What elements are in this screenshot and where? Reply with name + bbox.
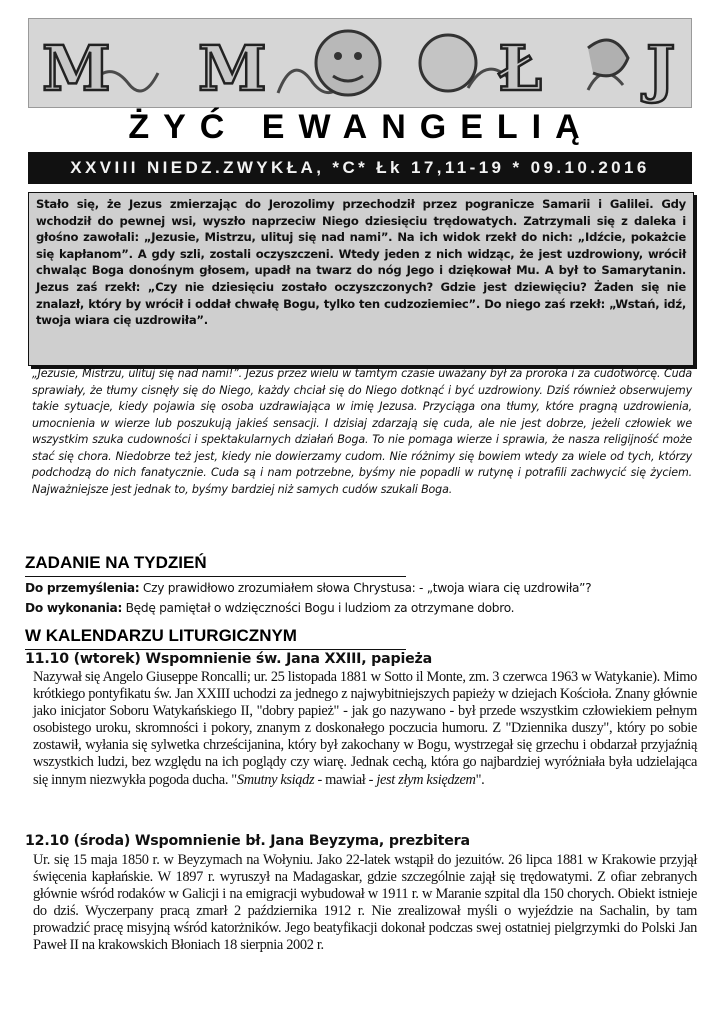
- saint-title: 11.10 (wtorek) Wspomnienie św. Jana XXIII, papieża: [25, 651, 432, 667]
- task-do-text: Będę pamiętał o wdzięczności Bogu i ludziom za otrzymane dobro.: [122, 601, 515, 615]
- saint-description: [33, 669, 697, 789]
- quote-fragment: jest złym księdzem: [376, 771, 476, 788]
- quote-connector: - mawiał -: [314, 771, 377, 788]
- saint-body-text: Nazywał się Angelo Giuseppe Roncalli; ur. 25 listopada 1881 w Sotto il Monte, zm. 3 czerwca 1963 w Watykanie). Mimo krótkiego pontyfikatu św. Jan XXIII uchodzi za jednego z najwybitniejszych papieży w dziejach Kościoła. Znany głównie jako inicjator Soboru Watykańskiego II, "dobry papież" - jak go nazywano - był przede wszystkim człowiekiem pełnym osobistego uroku, skromności i pokory, znanym z doskonałego poczucia humoru. Z "Dziennika duszy", który po sobie zostawił, wyłania się sylwetka chrześcijanina, który był zakochany w Bogu, wystrzegał się grzechu i obdarzał przyjaźnią wszystkich ludzi, bez względu na ich poglądy czy wiarę. Jednak cechą, która go najbardziej wyróżniała była udzielająca się innym niezwykła pogoda ducha. ": [33, 669, 697, 788]
- calendar-heading: W KALENDARZU LITURGICZNYM: [25, 626, 297, 645]
- page-title: ŻYĆ EWANGELIĄ: [128, 108, 594, 146]
- banner-art: [28, 18, 692, 108]
- task-do-label: Do wykonania:: [25, 601, 123, 615]
- quote-fragment: Smutny ksiądz: [236, 771, 315, 788]
- quote-end: ".: [475, 771, 485, 788]
- saint-title: 12.10 (środa) Wspomnienie bł. Jana Beyzyma, prezbitera: [25, 833, 470, 849]
- task-reflect-text: Czy prawidłowo zrozumiałem słowa Chrystusa: - „twoja wiara cię uzdrowiła”?: [139, 581, 592, 595]
- task-heading: ZADANIE NA TYDZIEŃ: [25, 553, 207, 572]
- task-reflect: [25, 580, 697, 597]
- banner-letter: M: [42, 32, 111, 105]
- task-reflect-label: Do przemyślenia:: [25, 581, 140, 595]
- lion-ornament-icon: [316, 31, 380, 95]
- gospel-box: [28, 192, 694, 366]
- date-line: XXVIII NIEDZ.ZWYKŁA, *C* Łk 17,11-19 * 09.10.2016: [28, 152, 692, 184]
- section-divider: [25, 576, 406, 577]
- section-divider: [25, 649, 406, 650]
- header-banner: [28, 18, 692, 108]
- banner-letter: J: [646, 32, 676, 105]
- saint-description: Ur. się 15 maja 1850 r. w Beyzymach na Wołyniu. Jako 22-latek wstąpił do jezuitów. 26 lipca 1881 w Krakowie przyjął święcenia kapłańskie. W 1897 r. wyruszył na Madagaskar, gdzie szczególnie zajął się trędowatymi. Z ofiar zebranych głównie wśród rodaków w Galicji i na emigracji wybudował w 1911 r. w Maranie szpital dla 150 chorych. Obiekt istnieje do dziś. Wyczerpany pracą zmarł 2 października 1912 r. Nie zrealizował myśli o wyjeździe na Sachalin, by tam prowadzić pracę misyjną wśród katorżników. Jego beatyfikacji dokonał podczas swej ostatniej pielgrzymki do Polski Jan Paweł II na krakowskich Błoniach 18 sierpnia 2002 r.: [33, 852, 697, 954]
- reflection-text: „Jezusie, Mistrzu, ulituj się nad nami!”. Jezus przez wielu w tamtym czasie uważany był za proroka i za cudotwórcę. Cuda sprawiały, że tłumy cisnęły się do Niego, każdy chciał się do Niego dotknąć i być uzdrowiony. Dziś również obserwujemy takie sytuacje, kiedy pojawia się osoba uzdrawiająca w imię Jezusa. Przyciąga ona tłumy, które pragną uzdrowienia, umocnienia w wierze lub poszukują jakieś sensacji. I dzisiaj zdarzają się cuda, ale nie jest dobrze, jeżeli człowiek we wszystkim szuka cudowności i spektakularnych działań Boga. To nie pomaga wierze i sprawia, że nasza religijność może stać się chora. Niedobrze też jest, kiedy nie dowierzamy cudom. Nie różnimy się bowiem wtedy za wiele od tych, którzy podchodzą do nich fanatycznie. Cuda są i nam potrzebne, byśmy nie popadli w rutynę i potrafili zachwycić się życiem. Najważniejsze jest jednak to, byśmy bardziej niż samych cudów szukali Boga.: [32, 367, 692, 496]
- gospel-text: Stało się, że Jezus zmierzając do Jerozolimy przechodził przez pogranicze Samarii i Galilei. Gdy wchodził do pewnej wsi, wyszło naprzeciw Niego dziesięciu trędowatych. Zatrzymali się z daleka i głośno zawołali: „Jezusie, Mistrzu, ulituj się nad nami”. Na ich widok rzekł do nich: „Idźcie, pokażcie się kapłanom”. A gdy szli, zostali oczyszczeni. Wtedy jeden z nich widząc, że jest uzdrowiony, wrócił chwaląc Boga donośnym głosem, upadł na twarz do nóg Jego i dziękował Mu. A był to Samarytanin. Jezus zaś rzekł: „Czy nie dziesięciu zostało oczyszczonych? Gdzie jest dziewięciu? Żaden się nie znalazł, który by wrócił i oddał chwałę Bogu, tylko ten cudzoziemiec”. Do niego zaś rzekł: „Wstań, idź, twoja wiara cię uzdrowiła”.: [36, 197, 686, 328]
- face-ornament-icon: [420, 35, 476, 91]
- task-do: [25, 600, 697, 617]
- banner-letter: Ł: [498, 32, 543, 105]
- banner-letter: M: [198, 32, 267, 105]
